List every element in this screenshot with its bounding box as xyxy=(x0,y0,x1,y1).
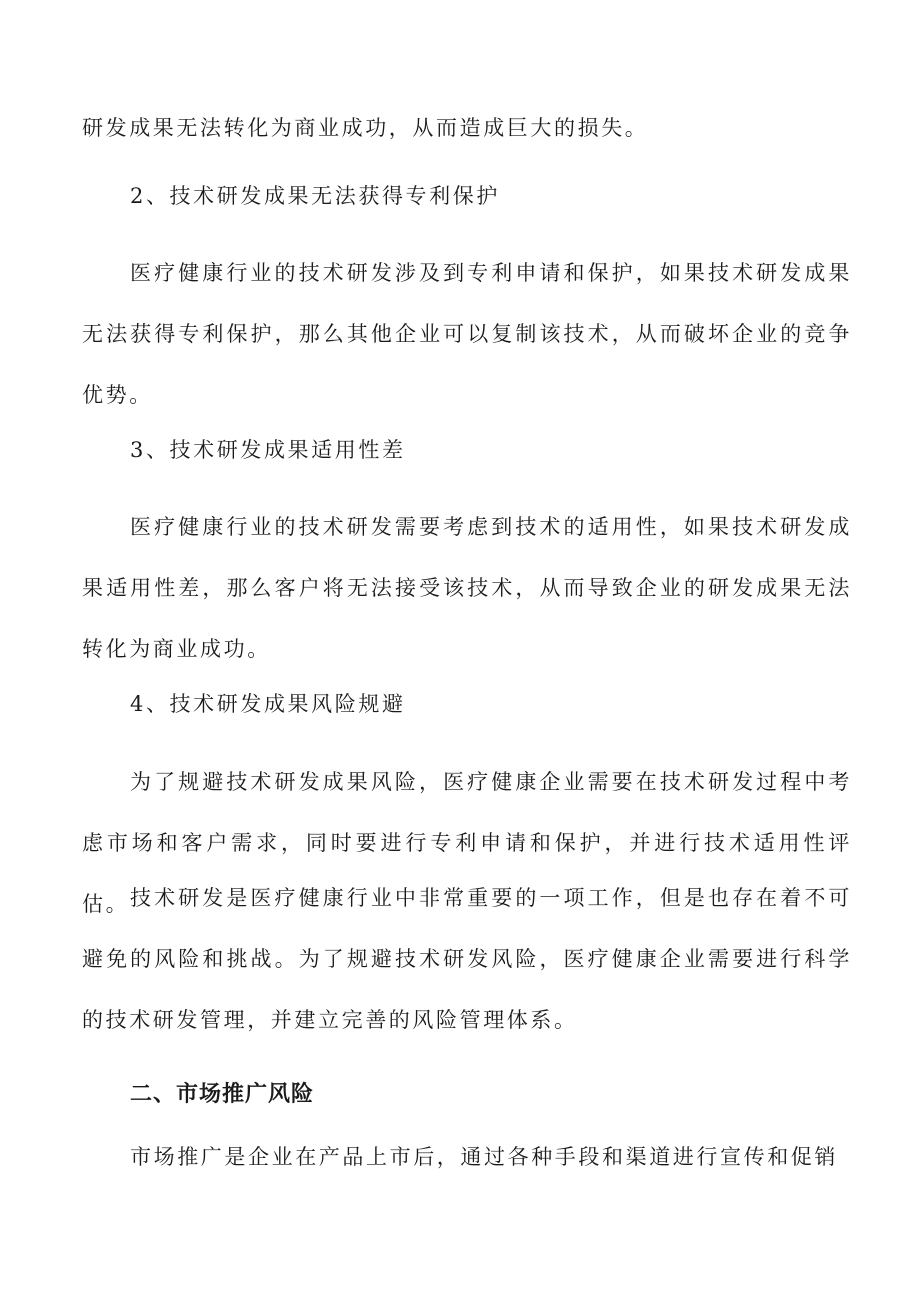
section-heading: 二、市场推广风险 xyxy=(130,1082,315,1107)
summary-paragraph: 技术研发是医疗健康行业中非常重要的一项工作，但是也存在着不可避免的风险和挑战。为了规避技术研发风险，医疗健康企业需要进行科学的技术研发管理，并建立完善的风险管理体系。 xyxy=(82,886,852,1032)
item-2-body: 医疗健康行业的技术研发涉及到专利申请和保护，如果技术研发成果无法获得专利保护，那么其他企业可以复制该技术，从而破坏企业的竞争优势。 xyxy=(82,261,852,407)
item-3-heading: 3、技术研发成果适用性差 xyxy=(130,438,406,462)
item-4-heading: 4、技术研发成果风险规避 xyxy=(130,692,406,716)
item-4-body: 为了规避技术研发成果风险，医疗健康企业需要在技术研发过程中考虑市场和客户需求，同时要进行专利申请和保护，并进行技术适用性评估。 xyxy=(82,770,852,916)
item-2-heading: 2、技术研发成果无法获得专利保护 xyxy=(130,184,500,208)
section-intro: 市场推广是企业在产品上市后，通过各种手段和渠道进行宣传和促销 xyxy=(130,1145,838,1169)
item-3-body: 医疗健康行业的技术研发需要考虑到技术的适用性，如果技术研发成果适用性差，那么客户将无法接受该技术，从而导致企业的研发成果无法转化为商业成功。 xyxy=(82,515,852,661)
continuation-line: 研发成果无法转化为商业成功，从而造成巨大的损失。 xyxy=(82,116,649,140)
